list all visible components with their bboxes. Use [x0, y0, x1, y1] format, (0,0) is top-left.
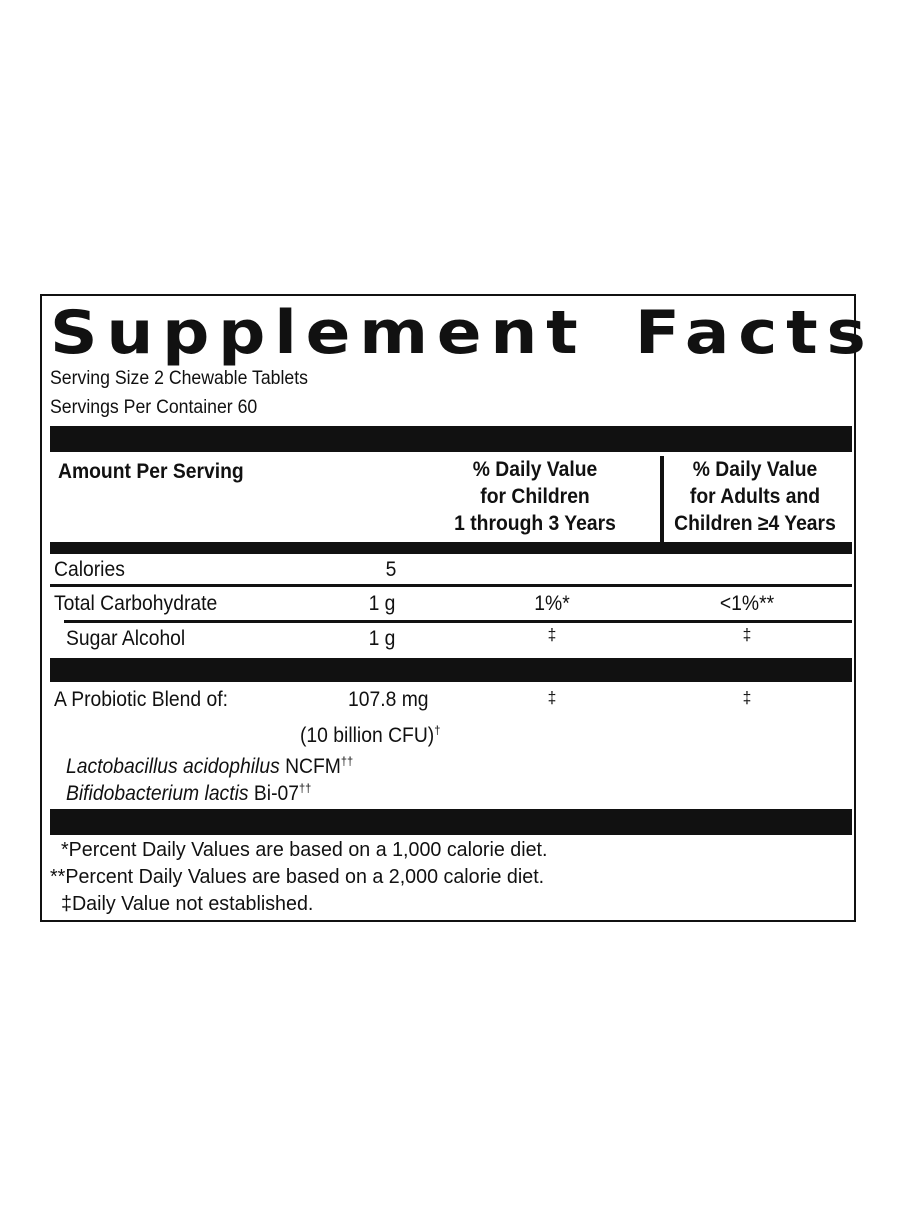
thick-divider-bottom — [50, 809, 852, 835]
header-column-separator — [660, 456, 664, 546]
strain-bifidobacterium-name: Bifidobacterium lactis — [66, 782, 249, 805]
serving-size: Serving Size 2 Chewable Tablets — [50, 368, 309, 389]
calories-label: Calories — [54, 558, 125, 581]
footnote-1000-calorie: *Percent Daily Values are based on a 1,000 calorie diet. — [61, 838, 548, 861]
thick-divider-top — [50, 426, 852, 452]
panel-title — [50, 298, 875, 368]
sugar-alcohol-dv-children: ‡ — [547, 625, 557, 644]
probiotic-blend-amount: 107.8 mg — [348, 688, 429, 711]
total-carbohydrate-dv-adults: <1%** — [719, 592, 775, 615]
title-word-supplement: Supplement — [50, 298, 587, 368]
servings-per-container: Servings Per Container 60 — [50, 397, 258, 418]
sugar-alcohol-amount: 1 g — [368, 627, 396, 650]
thick-divider-middle — [50, 658, 852, 682]
sugar-alcohol-label: Sugar Alcohol — [66, 627, 186, 650]
divider-calories — [50, 584, 852, 587]
header-dv-children-line3: 1 through 3 Years — [454, 512, 616, 535]
title-word-facts: Facts — [634, 298, 875, 368]
strain-lactobacillus-name: Lactobacillus acidophilus — [66, 755, 280, 778]
header-dv-adults-line3: Children ≥4 Years — [674, 512, 836, 535]
strain-bifidobacterium-code: Bi-07 — [248, 782, 300, 805]
calories-amount: 5 — [385, 558, 397, 581]
divider-carbohydrate — [64, 620, 852, 623]
thick-divider-header — [50, 542, 852, 554]
total-carbohydrate-amount: 1 g — [368, 592, 396, 615]
probiotic-cfu-text: (10 billion CFU) — [300, 724, 435, 747]
sugar-alcohol-dv-adults: ‡ — [742, 625, 752, 644]
probiotic-dv-children: ‡ — [547, 688, 557, 707]
probiotic-cfu-mark: † — [434, 723, 441, 737]
header-dv-children-line1: % Daily Value — [472, 458, 598, 481]
header-dv-children-line2: for Children — [480, 485, 590, 508]
strain-bifidobacterium — [66, 781, 311, 806]
header-dv-children — [448, 456, 623, 537]
total-carbohydrate-dv-children: 1%* — [534, 592, 570, 615]
footnote-2000-calorie: **Percent Daily Values are based on a 2,000 calorie diet. — [50, 865, 545, 888]
strain-lactobacillus-mark: †† — [340, 754, 354, 768]
probiotic-dv-adults: ‡ — [742, 688, 752, 707]
strain-lactobacillus — [66, 754, 353, 779]
strain-bifidobacterium-mark: †† — [299, 781, 312, 795]
probiotic-blend-label: A Probiotic Blend of: — [54, 688, 228, 711]
probiotic-cfu — [300, 723, 440, 748]
header-dv-adults — [665, 456, 845, 537]
supplement-facts-panel — [40, 294, 875, 922]
header-dv-adults-line1: % Daily Value — [692, 458, 818, 481]
footnote-dv-not-established: ‡Daily Value not established. — [61, 892, 314, 915]
header-dv-adults-line2: for Adults and — [689, 485, 821, 508]
strain-lactobacillus-code: NCFM — [279, 755, 341, 778]
header-amount-per-serving: Amount Per Serving — [58, 460, 244, 483]
total-carbohydrate-label: Total Carbohydrate — [54, 592, 218, 615]
